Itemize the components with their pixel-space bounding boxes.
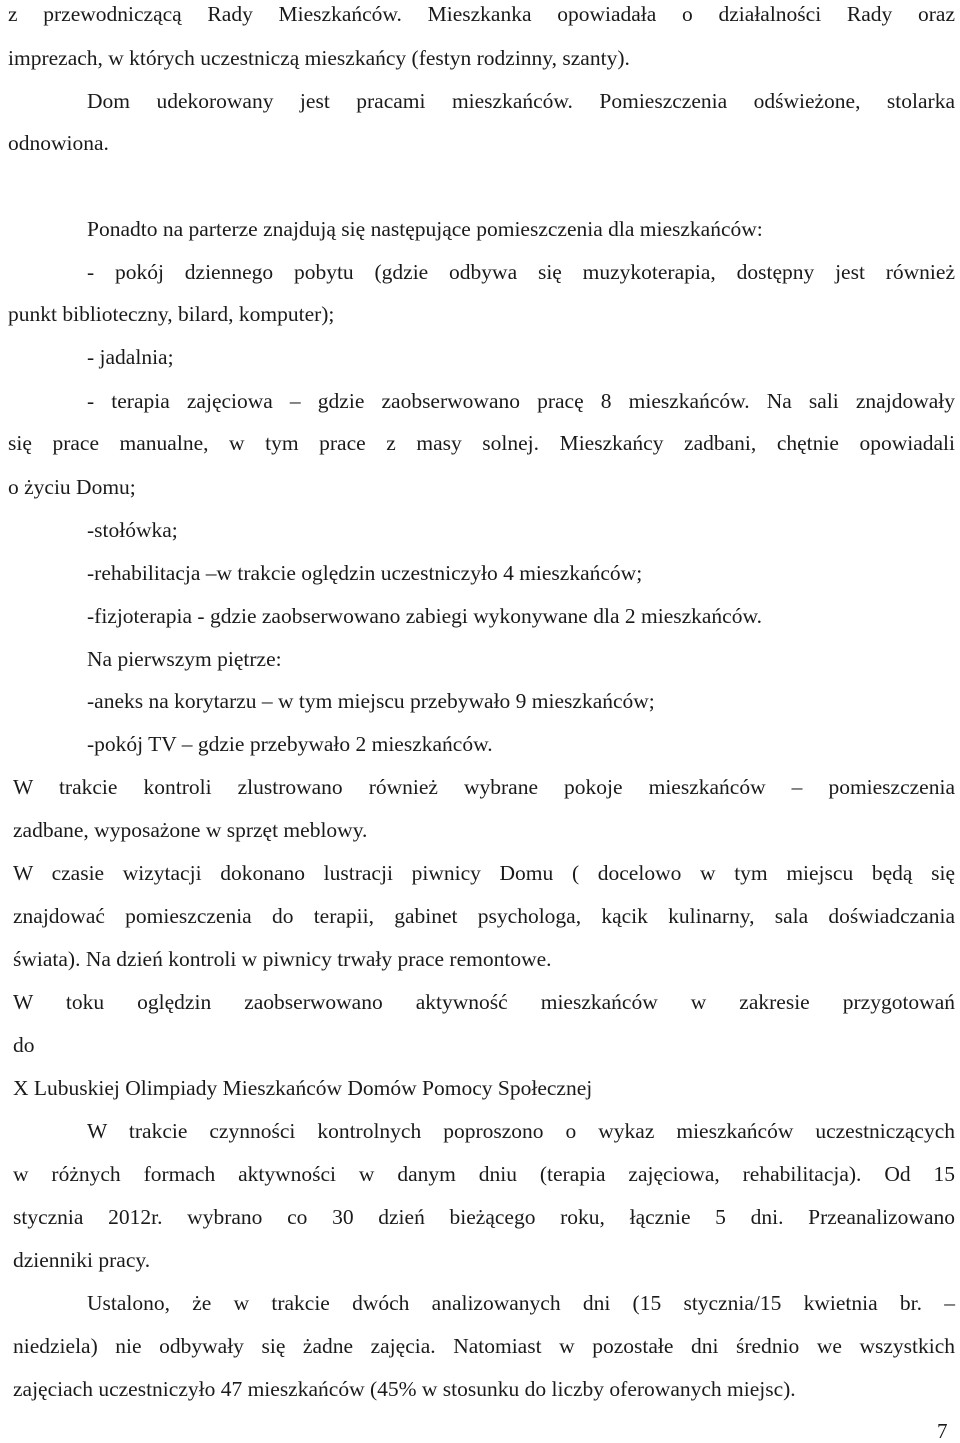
text-line: -fizjoterapia - gdzie zaobserwowano zabiegi wykonywane dla 2 mieszkańców.	[87, 604, 762, 628]
text-line: niedziela) nie odbywały się żadne zajęcia. Natomiast w pozostałe dni średnio we wszystkich	[13, 1334, 955, 1358]
text-line: W czasie wizytacji dokonano lustracji piwnicy Domu ( docelowo w tym miejscu będą się	[13, 861, 955, 885]
text-line: Ustalono, że w trakcie dwóch analizowanych dni (15 stycznia/15 kwietnia br. –	[87, 1291, 955, 1315]
page-number: 7	[937, 1419, 948, 1443]
text-line: się prace manualne, w tym prace z masy solnej. Mieszkańcy zadbani, chętnie opowiadali	[8, 431, 955, 455]
text-line: o życiu Domu;	[8, 475, 136, 499]
text-line: -aneks na korytarzu – w tym miejscu przebywało 9 mieszkańców;	[87, 689, 655, 713]
text-line: znajdować pomieszczenia do terapii, gabinet psychologa, kącik kulinarny, sala doświadczania	[13, 904, 955, 928]
text-line: odnowiona.	[8, 131, 109, 155]
text-line: punkt biblioteczny, bilard, komputer);	[8, 302, 335, 326]
text-line: X Lubuskiej Olimpiady Mieszkańców Domów Pomocy Społecznej	[13, 1076, 593, 1100]
text-line: z przewodniczącą Rady Mieszkańców. Mieszkanka opowiadała o działalności Rady oraz	[8, 2, 955, 26]
text-line: zajęciach uczestniczyło 47 mieszkańców (45% w stosunku do liczby oferowanych miejsc).	[13, 1377, 796, 1401]
text-line: -rehabilitacja –w trakcie oględzin uczestniczyło 4 mieszkańców;	[87, 561, 643, 585]
text-line: świata). Na dzień kontroli w piwnicy trwały prace remontowe.	[13, 947, 552, 971]
text-line: W trakcie kontroli zlustrowano również wybrane pokoje mieszkańców – pomieszczenia	[13, 775, 955, 799]
text-line: W toku oględzin zaobserwowano aktywność mieszkańców w zakresie przygotowań	[13, 990, 955, 1014]
text-line: w różnych formach aktywności w danym dniu (terapia zajęciowa, rehabilitacja). Od 15	[13, 1162, 955, 1186]
text-line: imprezach, w których uczestniczą mieszkańcy (festyn rodzinny, szanty).	[8, 46, 630, 70]
text-line: - jadalnia;	[87, 345, 174, 369]
text-line: -pokój TV – gdzie przebywało 2 mieszkańców.	[87, 732, 493, 756]
text-line: stycznia 2012r. wybrano co 30 dzień bieżącego roku, łącznie 5 dni. Przeanalizowano	[13, 1205, 955, 1229]
text-line: Na pierwszym piętrze:	[87, 647, 282, 671]
text-line: Ponadto na parterze znajdują się następujące pomieszczenia dla mieszkańców:	[87, 217, 763, 241]
text-line: -stołówka;	[87, 518, 178, 542]
text-line: dzienniki pracy.	[13, 1248, 151, 1272]
text-line: - pokój dziennego pobytu (gdzie odbywa się muzykoterapia, dostępny jest również	[87, 260, 955, 284]
text-line: Dom udekorowany jest pracami mieszkańców. Pomieszczenia odświeżone, stolarka	[87, 89, 955, 113]
text-line: - terapia zajęciowa – gdzie zaobserwowano pracę 8 mieszkańców. Na sali znajdowały	[87, 389, 955, 413]
text-line: zadbane, wyposażone w sprzęt meblowy.	[13, 818, 368, 842]
text-line: do	[13, 1033, 35, 1057]
text-line: W trakcie czynności kontrolnych poproszono o wykaz mieszkańców uczestniczących	[87, 1119, 955, 1143]
